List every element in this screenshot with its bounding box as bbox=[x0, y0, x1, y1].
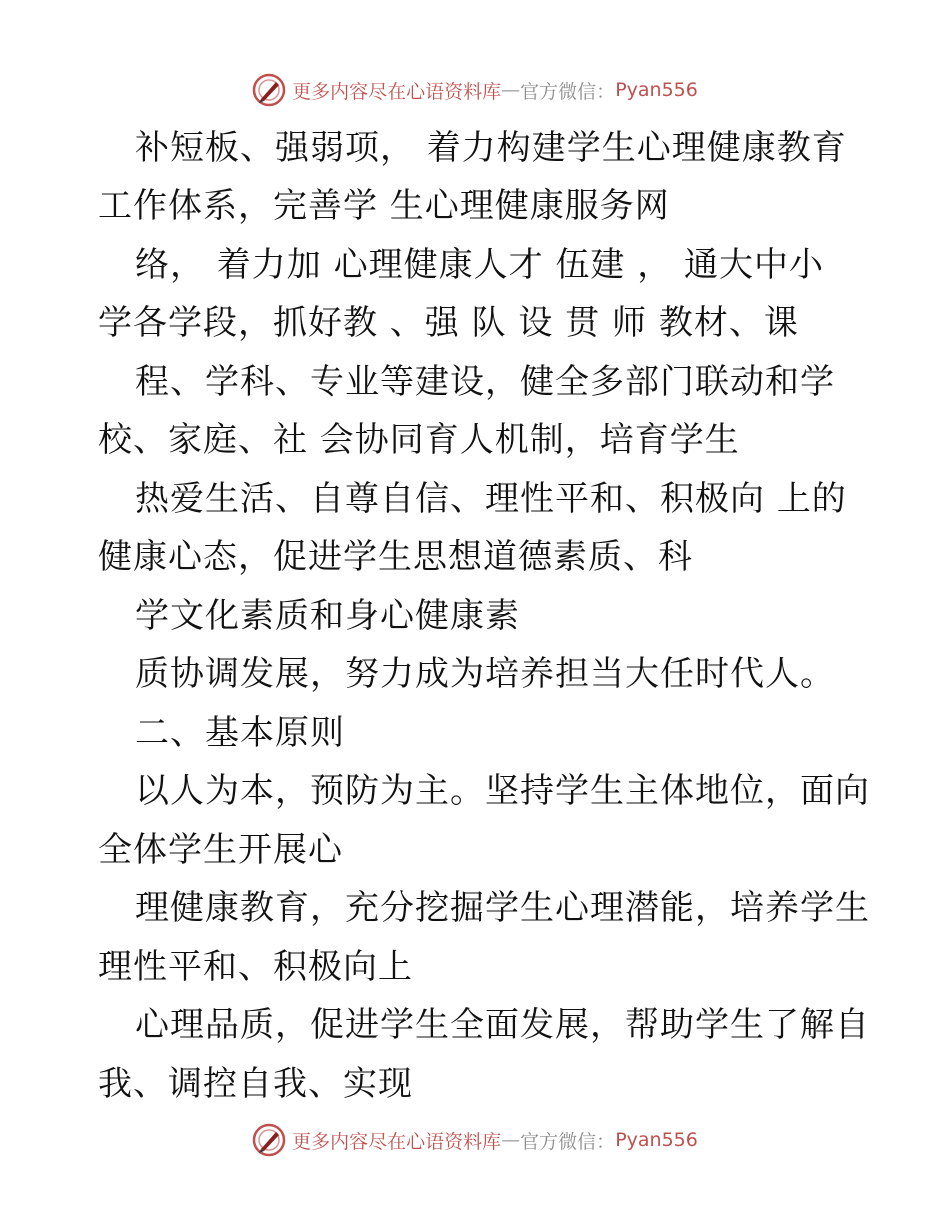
text-line: 理性平和、积极向上 bbox=[98, 947, 413, 987]
watermark-wechat-id: Pyan556 bbox=[615, 79, 698, 101]
watermark-official-label: 官方微信： bbox=[520, 80, 616, 103]
text-line: 学文化素质和身心健康素 bbox=[135, 596, 520, 636]
text-line: 热爱生活、自尊自信、理性平和、积极向 上的 bbox=[135, 479, 847, 519]
text-line: 理健康教育，充分挖掘学生心理潜能，培养学生 bbox=[135, 888, 870, 928]
text-line: 程、学科、专业等建设，健全多部门联动和学 bbox=[135, 362, 835, 402]
text-line: 质协调发展，努力成为培养担当大任时代人。 bbox=[135, 654, 835, 694]
text-line: 学各学段，抓好教 、强 队 设 贯 师 教材、课 bbox=[98, 303, 799, 343]
watermark-main-text: 更多内容尽在心语资料库 bbox=[292, 80, 502, 103]
section-heading: 二、基本原则 bbox=[135, 713, 345, 753]
watermark-separator: — bbox=[501, 79, 521, 101]
watermark-official-label: 官方微信： bbox=[520, 1130, 616, 1153]
footer-watermark bbox=[0, 1120, 950, 1160]
text-line: 以人为本，预防为主。坚持学生主体地位，面向 bbox=[135, 771, 870, 811]
watermark-main-text: 更多内容尽在心语资料库 bbox=[292, 1130, 502, 1153]
pen-logo-icon bbox=[252, 1123, 286, 1157]
text-line: 全体学生开展心 bbox=[98, 830, 343, 870]
text-line: 我、调控自我、实现 bbox=[98, 1064, 413, 1104]
text-line: 健康心态，促进学生思想道德素质、科 bbox=[98, 537, 693, 577]
watermark-wechat-id: Pyan556 bbox=[615, 1129, 698, 1151]
text-line: 工作体系，完善学 生心理健康服务网 bbox=[98, 186, 670, 226]
text-line: 心理品质，促进学生全面发展，帮助学生了解自 bbox=[135, 1005, 870, 1045]
watermark-separator: — bbox=[501, 1129, 521, 1151]
text-line: 络， 着力加 心理健康人才 伍建 ， 通大中小 bbox=[135, 245, 825, 285]
text-line: 补短板、强弱项， 着力构建学生心理健康教育 bbox=[135, 128, 847, 168]
text-line: 校、家庭、社 会协同育人机制，培育学生 bbox=[98, 420, 740, 460]
